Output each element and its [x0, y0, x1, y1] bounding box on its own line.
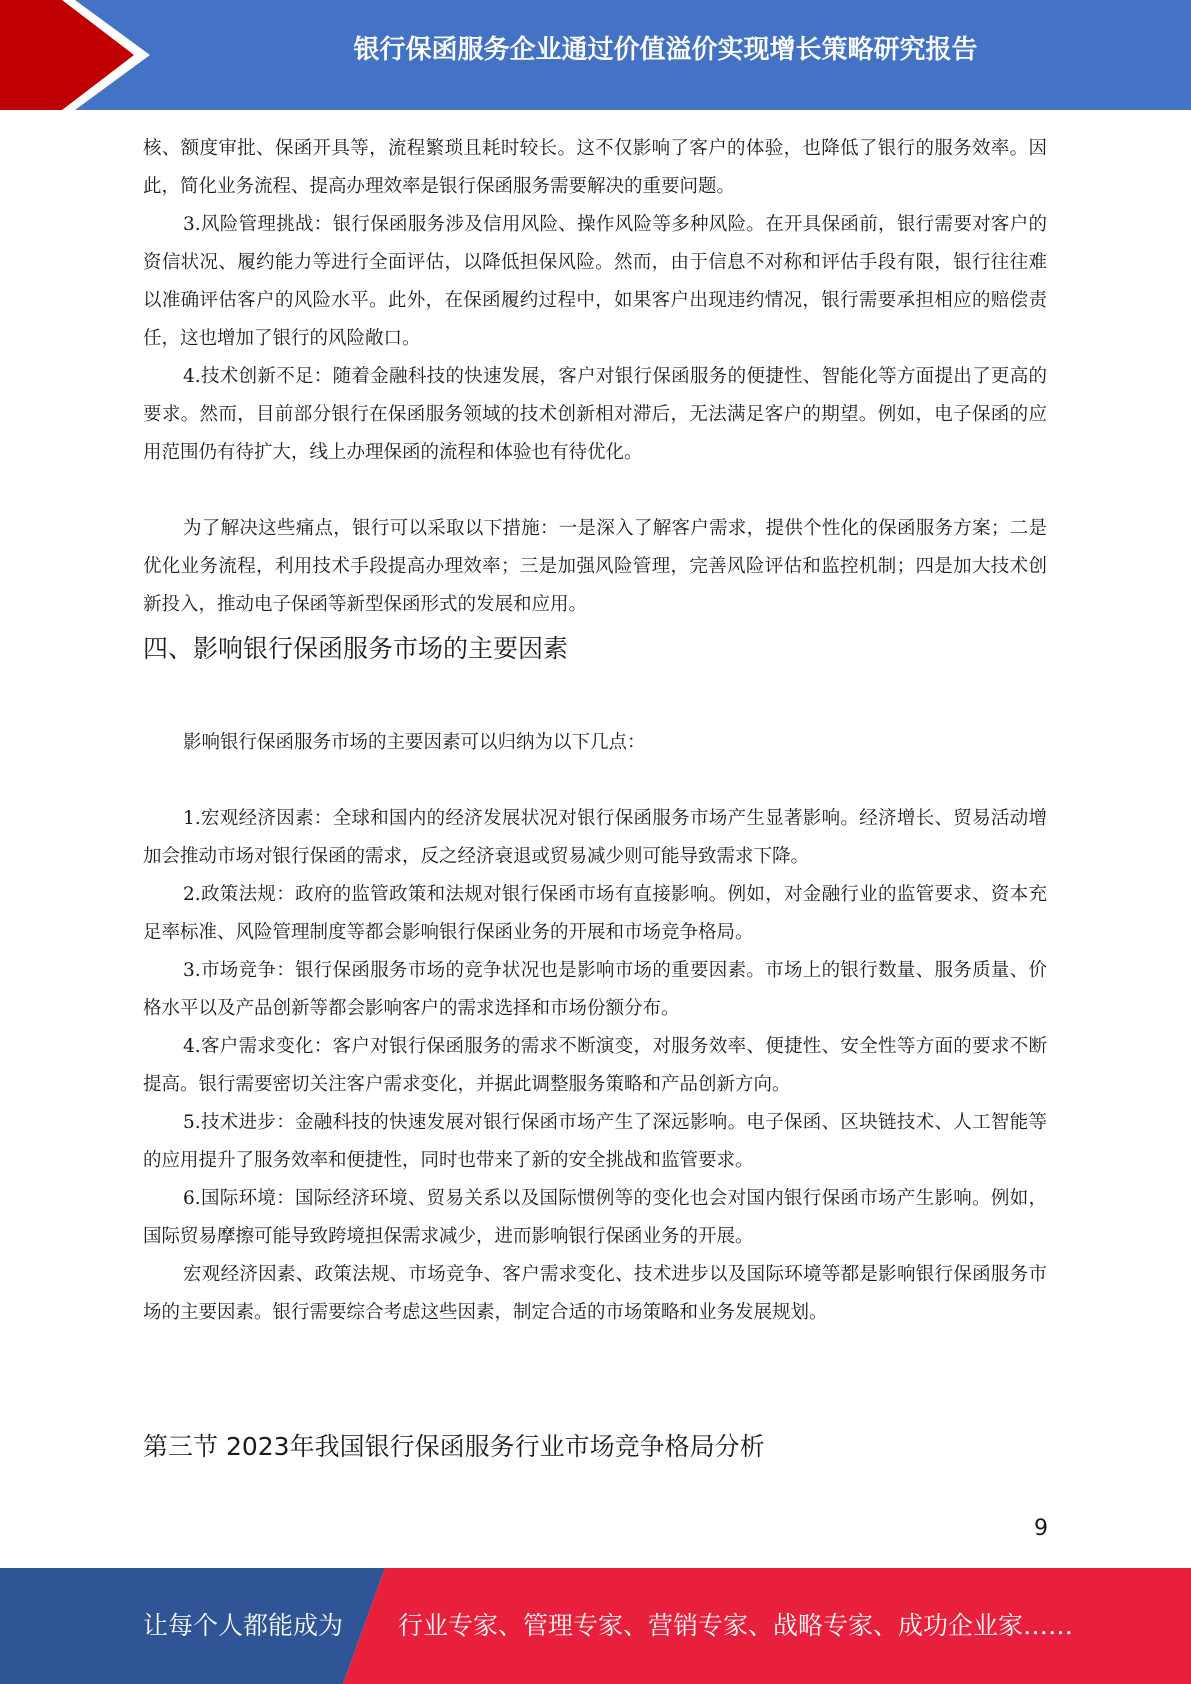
- footer-slogan-right: 行业专家、管理专家、营销专家、战略专家、成功企业家……: [398, 1611, 1074, 1640]
- factor-item: 2.政策法规：政府的监管政策和法规对银行保函市场有直接影响。例如，对金融行业的监管要求、资本充足率标准、风险管理制度等都会影响银行保函业务的开展和市场竞争格局。: [143, 884, 1047, 943]
- factor-item: 4.客户需求变化：客户对银行保函服务的需求不断演变，对服务效率、便捷性、安全性等方面的要求不断提高。银行需要密切关注客户需求变化，并据此调整服务策略和产品创新方向。: [143, 1036, 1047, 1095]
- section-heading-3: 第三节 2023年我国银行保函服务行业市场竞争格局分析: [143, 1432, 765, 1461]
- paragraph-summary: 宏观经济因素、政策法规、市场竞争、客户需求变化、技术进步以及国际环境等都是影响银行保函服务市场的主要因素。银行需要综合考虑这些因素，制定合适的市场策略和业务发展规划。: [143, 1264, 1047, 1323]
- paragraph-continued: 核、额度审批、保函开具等，流程繁琐且耗时较长。这不仅影响了客户的体验，也降低了银行的服务效率。因此，简化业务流程、提高办理效率是银行保函服务需要解决的重要问题。: [143, 138, 1047, 197]
- paragraph-solutions: 为了解决这些痛点，银行可以采取以下措施：一是深入了解客户需求，提供个性化的保函服务方案；二是优化业务流程，利用技术手段提高办理效率；三是加强风险管理，完善风险评估和监控机制；四是加大技术创新投入，推动电子保函等新型保函形式的发展和应用。: [143, 518, 1047, 615]
- paragraph-factors-intro: 影响银行保函服务市场的主要因素可以归纳为以下几点：: [183, 732, 646, 753]
- factor-item: 3.市场竞争：银行保函服务市场的竞争状况也是影响市场的重要因素。市场上的银行数量、服务质量、价格水平以及产品创新等都会影响客户的需求选择和市场份额分布。: [143, 960, 1047, 1019]
- factor-item: 1.宏观经济因素：全球和国内的经济发展状况对银行保函服务市场产生显著影响。经济增长、贸易活动增加会推动市场对银行保函的需求，反之经济衰退或贸易减少则可能导致需求下降。: [143, 808, 1047, 867]
- page-header: [0, 0, 1191, 110]
- footer-slogan-left: 让每个人都能成为: [143, 1611, 344, 1640]
- page-footer: [0, 1568, 1191, 1684]
- page-number: 9: [1034, 1516, 1048, 1541]
- report-title: 银行保函服务企业通过价值溢价实现增长策略研究报告: [353, 35, 978, 65]
- paragraph-tech-innovation: 4.技术创新不足：随着金融科技的快速发展，客户对银行保函服务的便捷性、智能化等方面提出了更高的要求。然而，目前部分银行在保函服务领域的技术创新相对滞后，无法满足客户的期望。例如，电子保函的应用范围仍有待扩大，线上办理保函的流程和体验也有待优化。: [143, 366, 1047, 463]
- factor-item: 5.技术进步：金融科技的快速发展对银行保函市场产生了深远影响。电子保函、区块链技术、人工智能等的应用提升了服务效率和便捷性，同时也带来了新的安全挑战和监管要求。: [143, 1112, 1047, 1171]
- factor-item: 6.国际环境：国际经济环境、贸易关系以及国际惯例等的变化也会对国内银行保函市场产生影响。例如，国际贸易摩擦可能导致跨境担保需求减少，进而影响银行保函业务的开展。: [143, 1188, 1047, 1247]
- section-heading-4: 四、影响银行保函服务市场的主要因素: [143, 634, 569, 663]
- paragraph-risk-management: 3.风险管理挑战：银行保函服务涉及信用风险、操作风险等多种风险。在开具保函前，银行需要对客户的资信状况、履约能力等进行全面评估，以降低担保风险。然而，由于信息不对称和评估手段有限，银行往往难以准确评估客户的风险水平。此外，在保函履约过程中，如果客户出现违约情况，银行需要承担相应的赔偿责任，这也增加了银行的风险敞口。: [143, 214, 1047, 349]
- page-body: [143, 130, 1047, 1466]
